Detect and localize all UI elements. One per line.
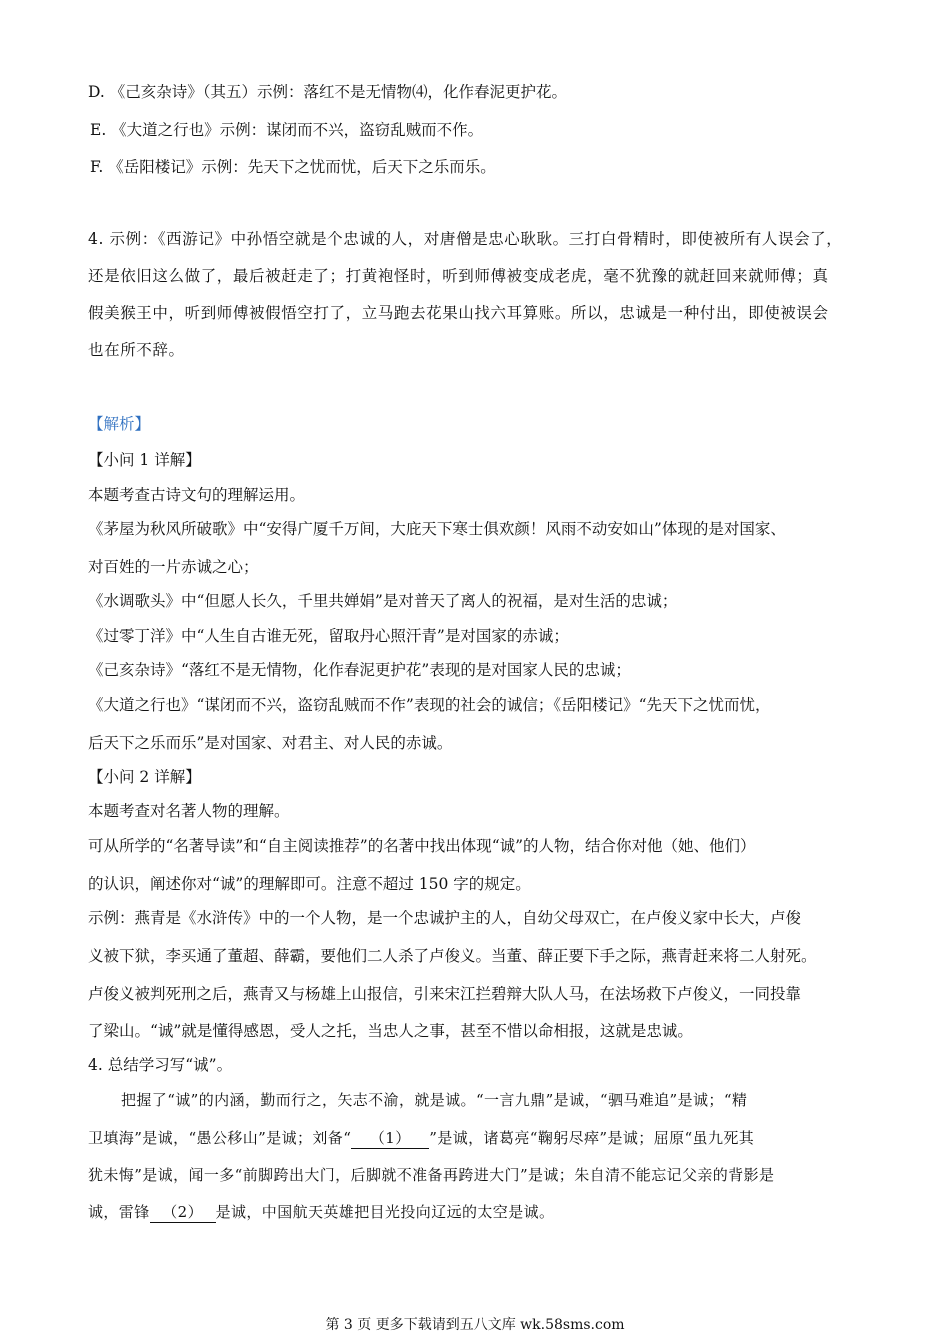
option-d: D. 《己亥杂诗》（其五）示例：落红不是无情物⑷，化作春泥更护花。 <box>88 83 567 101</box>
q1-line: 《过零丁洋》中“人生自古谁无死，留取丹心照汗青”是对国家的赤诚； <box>88 627 569 645</box>
q1-line: 《大道之行也》“谋闭而不兴，盗窃乱贼而不作”表现的社会的诚信；《岳阳楼记》“先天下之忧而忧， <box>88 696 771 714</box>
task4-heading: 4. 总结学习写“诚”。 <box>88 1056 233 1074</box>
q2-line: 本题考查对名著人物的理解。 <box>88 802 290 820</box>
page-footer: 第 3 页 更多下载请到五八文库 wk.58sms.com <box>325 1317 625 1333</box>
answer4-line: 也在所不辞。 <box>88 341 185 359</box>
q1-line: 《水调歌头》中“但愿人长久，千里共婵娟”是对普天了离人的祝福，是对生活的忠诚； <box>88 592 678 610</box>
task4-passage-line: 犹未悔”是诚，闻一多“前脚跨出大门，后脚就不准备再跨进大门”是诚；朱自清不能忘记父亲的背影是 <box>88 1166 775 1184</box>
answer4-line: 假美猴王中，听到师傅被假悟空打了，立马跑去花果山找六耳算账。所以，忠诚是一种付出，即使被误会 <box>88 304 829 322</box>
task4-text: ”是诚，诸葛亮“鞠躬尽瘁”是诚；屈原“虽九死其 <box>429 1129 755 1147</box>
q2-line: 义被下狱，李买通了董超、薛霸，要他们二人杀了卢俊义。当董、薛正要下手之际，燕青赶来将二人射死。 <box>88 947 817 965</box>
q1-line: 对百姓的一片赤诚之心； <box>88 558 259 576</box>
answer4-line: 4. 示例：《西游记》中孙悟空就是个忠诚的人，对唐僧是忠心耿耿。三打白骨精时，即使被所有人误会了， <box>88 230 843 248</box>
q1-line: 本题考查古诗文句的理解运用。 <box>88 486 306 504</box>
task4-text: 是诚，中国航天英雄把目光投向辽远的太空是诚。 <box>215 1203 555 1221</box>
q1-line: 《己亥杂诗》“落红不是无情物，化作春泥更护花”表现的是对国家人民的忠诚； <box>88 661 631 679</box>
task4-passage-line: 把握了“诚”的内涵，勤而行之，矢志不渝，就是诚。“一言九鼎”是诚，“驷马难追”是诚；“精 <box>121 1091 748 1109</box>
task4-passage-line <box>88 1128 754 1149</box>
q2-heading: 【小问 2 详解】 <box>88 768 201 786</box>
blank-1[interactable]: （1） <box>351 1128 429 1149</box>
task4-text: 卫填海”是诚，“愚公移山”是诚；刘备“ <box>88 1129 352 1147</box>
q2-line: 了梁山。“诚”就是懂得感恩，受人之托，当忠人之事，甚至不惜以命相报，这就是忠诚。 <box>88 1022 693 1040</box>
q2-line: 示例：燕青是《水浒传》中的一个人物，是一个忠诚护主的人，自幼父母双亡，在卢俊义家中长大，卢俊 <box>88 909 802 927</box>
blank-2[interactable]: （2） <box>150 1202 216 1223</box>
task4-passage-line <box>88 1202 554 1223</box>
q2-line: 的认识，阐述你对“诚”的理解即可。注意不超过 150 字的规定。 <box>88 875 531 893</box>
q2-line: 可从所学的“名著导读”和“自主阅读推荐”的名著中找出体现“诚”的人物，结合你对他（她、他们） <box>88 837 756 855</box>
option-e: E. 《大道之行也》示例：谋闭而不兴，盗窃乱贼而不作。 <box>90 121 484 139</box>
analysis-heading: 【解析】 <box>88 415 151 433</box>
q1-heading: 【小问 1 详解】 <box>88 451 201 469</box>
q2-line: 卢俊义被判死刑之后，燕青又与杨雄上山报信，引来宋江拦碧辩大队人马，在法场救下卢俊义，一同投靠 <box>88 985 802 1003</box>
q1-line: 后天下之乐而乐”是对国家、对君主、对人民的赤诚。 <box>88 734 453 752</box>
option-f: F. 《岳阳楼记》示例：先天下之忧而忧，后天下之乐而乐。 <box>90 158 496 176</box>
q1-line: 《茅屋为秋风所破歌》中“安得广厦千万间，大庇天下寒士俱欢颜！风雨不动安如山”体现的是对国家、 <box>88 520 786 538</box>
answer4-line: 还是依旧这么做了，最后被赶走了；打黄袍怪时，听到师傅被变成老虎，毫不犹豫的就赶回来就师傅；真 <box>88 267 829 285</box>
task4-text: 诚，雷锋 <box>88 1203 150 1221</box>
